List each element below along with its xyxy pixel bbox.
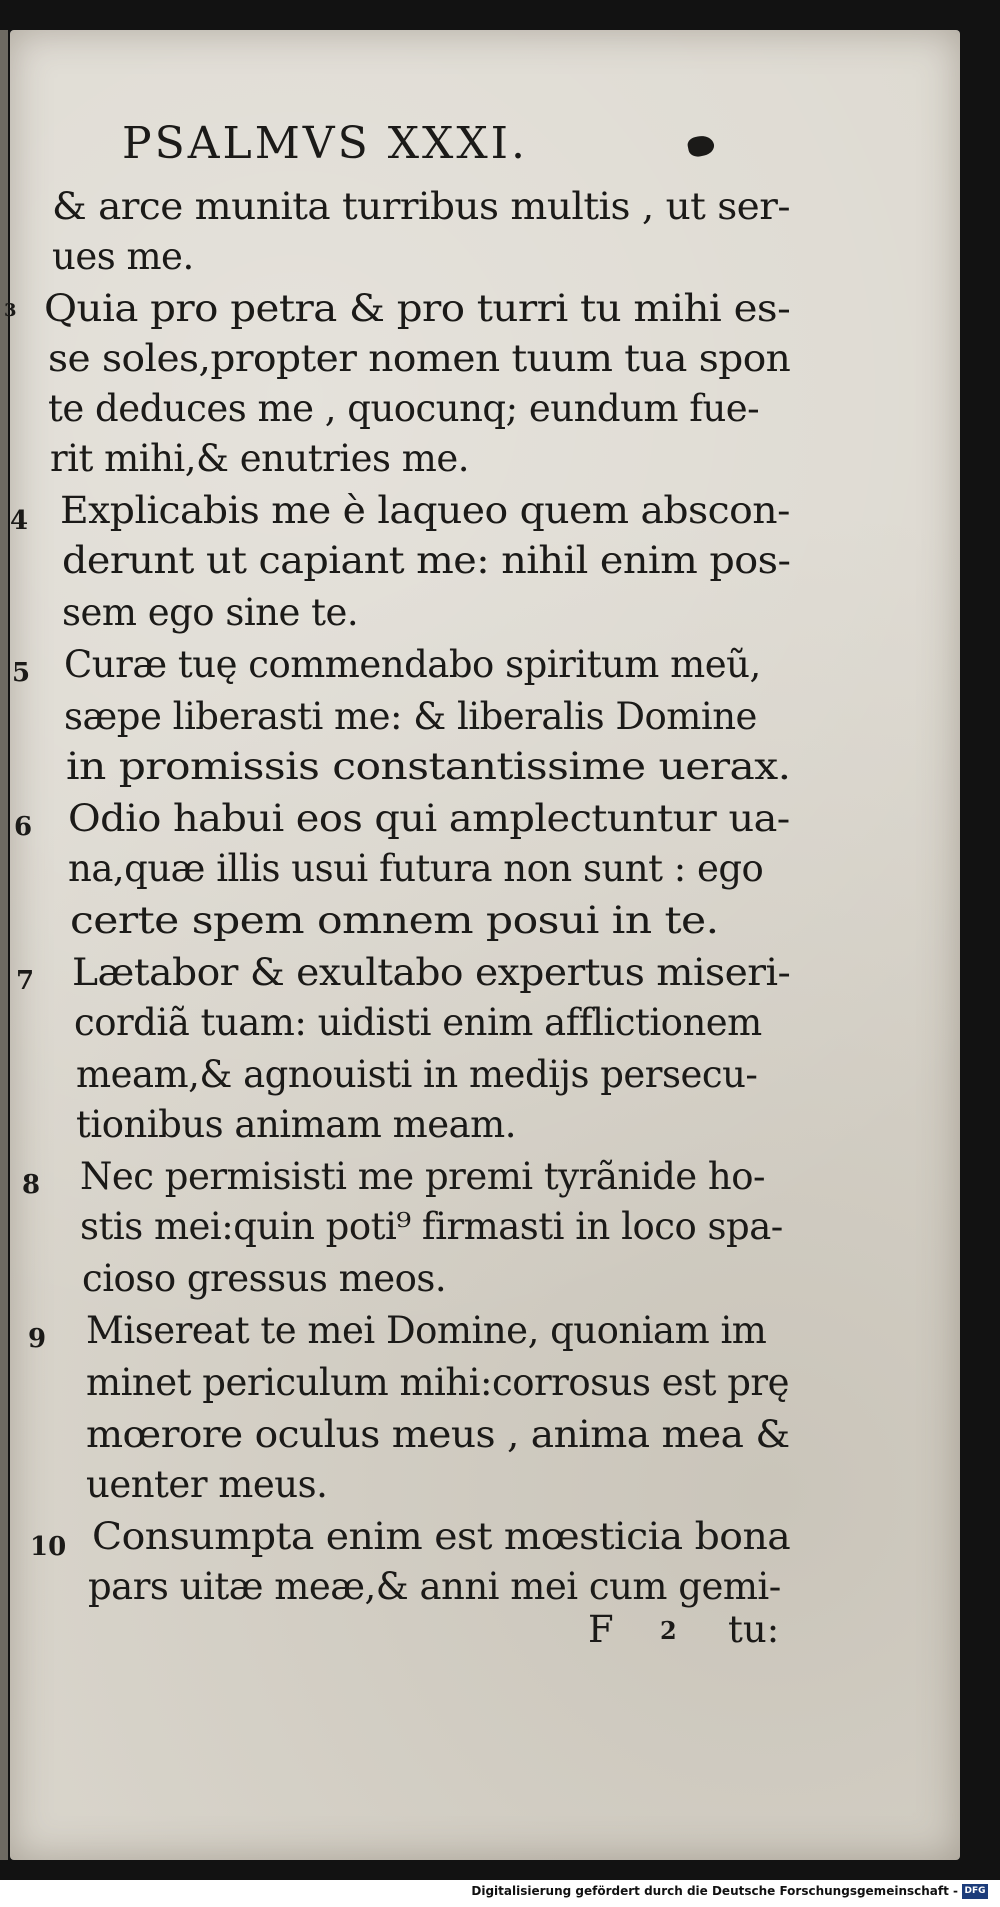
text-line: certe spem omnem posui in te.	[70, 899, 719, 942]
signature-mark: F	[588, 1608, 614, 1651]
catchword: tu:	[728, 1608, 780, 1651]
text-line: sæpe liberasti me: & liberalis Domine	[64, 695, 757, 738]
text-line: stis mei:quin poti⁹ firmasti in loco spa-	[80, 1205, 783, 1248]
footer-credit: Digitalisierung gefördert durch die Deutsche Forschungsgemeinschaft -	[471, 1884, 958, 1898]
text-line: Misereat te mei Domine, quoniam im	[86, 1309, 767, 1352]
verse-number: 5	[12, 658, 31, 688]
text-line: te deduces me , quocunq; eundum fue-	[48, 387, 760, 430]
text-line: se soles,propter nomen tuum tua spon	[48, 337, 791, 380]
text-line: minet periculum mihi:corrosus est prę	[86, 1361, 789, 1404]
text-line: ues me.	[52, 235, 194, 278]
text-line: Explicabis me è laqueo quem abscon-	[60, 489, 790, 532]
text-line: sem ego sine te.	[62, 591, 359, 634]
text-line: meam,& agnouisti in medijs persecu-	[76, 1053, 758, 1096]
text-line: Consumpta enim est mœsticia bona	[92, 1515, 791, 1558]
text-line: in promissis constantissime uerax.	[66, 745, 791, 788]
verse-number: 8	[22, 1170, 41, 1200]
text-line: uenter meus.	[86, 1463, 328, 1506]
text-line: cordiã tuam: uidisti enim afflictionem	[74, 1001, 762, 1044]
text-line: Curæ tuę commendabo spiritum meũ,	[64, 643, 761, 686]
text-line: cioso gressus meos.	[82, 1257, 447, 1300]
text-line: Quia pro petra & pro turri tu mihi es-	[44, 287, 791, 330]
text-line: na,quæ illis usui futura non sunt : ego	[68, 847, 764, 890]
text-line: Nec permisisti me premi tyrãnide ho-	[80, 1155, 766, 1198]
verse-number: 10	[30, 1532, 67, 1562]
text-line: pars uitæ meæ,& anni mei cum gemi-	[88, 1565, 781, 1608]
text-line: tionibus animam meam.	[76, 1103, 517, 1146]
verse-number: 3	[4, 300, 17, 321]
verse-number: 6	[14, 812, 33, 842]
verse-number: 4	[10, 506, 29, 536]
verse-number: 7	[16, 966, 35, 996]
verse-number: 9	[28, 1324, 47, 1354]
text-line: Odio habui eos qui amplectuntur ua-	[68, 797, 790, 840]
running-head: PSALMVS XXXI.	[122, 118, 529, 169]
text-line: derunt ut capiant me: nihil enim pos-	[62, 539, 791, 582]
dfg-logo-icon: DFG	[962, 1884, 988, 1899]
text-line: rit mihi,& enutries me.	[50, 437, 470, 480]
text-line: mœrore oculus meus , anima mea &	[86, 1413, 790, 1456]
text-line: & arce munita turribus multis , ut ser-	[52, 185, 791, 228]
signature-number: 2	[660, 1616, 677, 1645]
text-line: Lætabor & exultabo expertus miseri-	[72, 951, 791, 994]
